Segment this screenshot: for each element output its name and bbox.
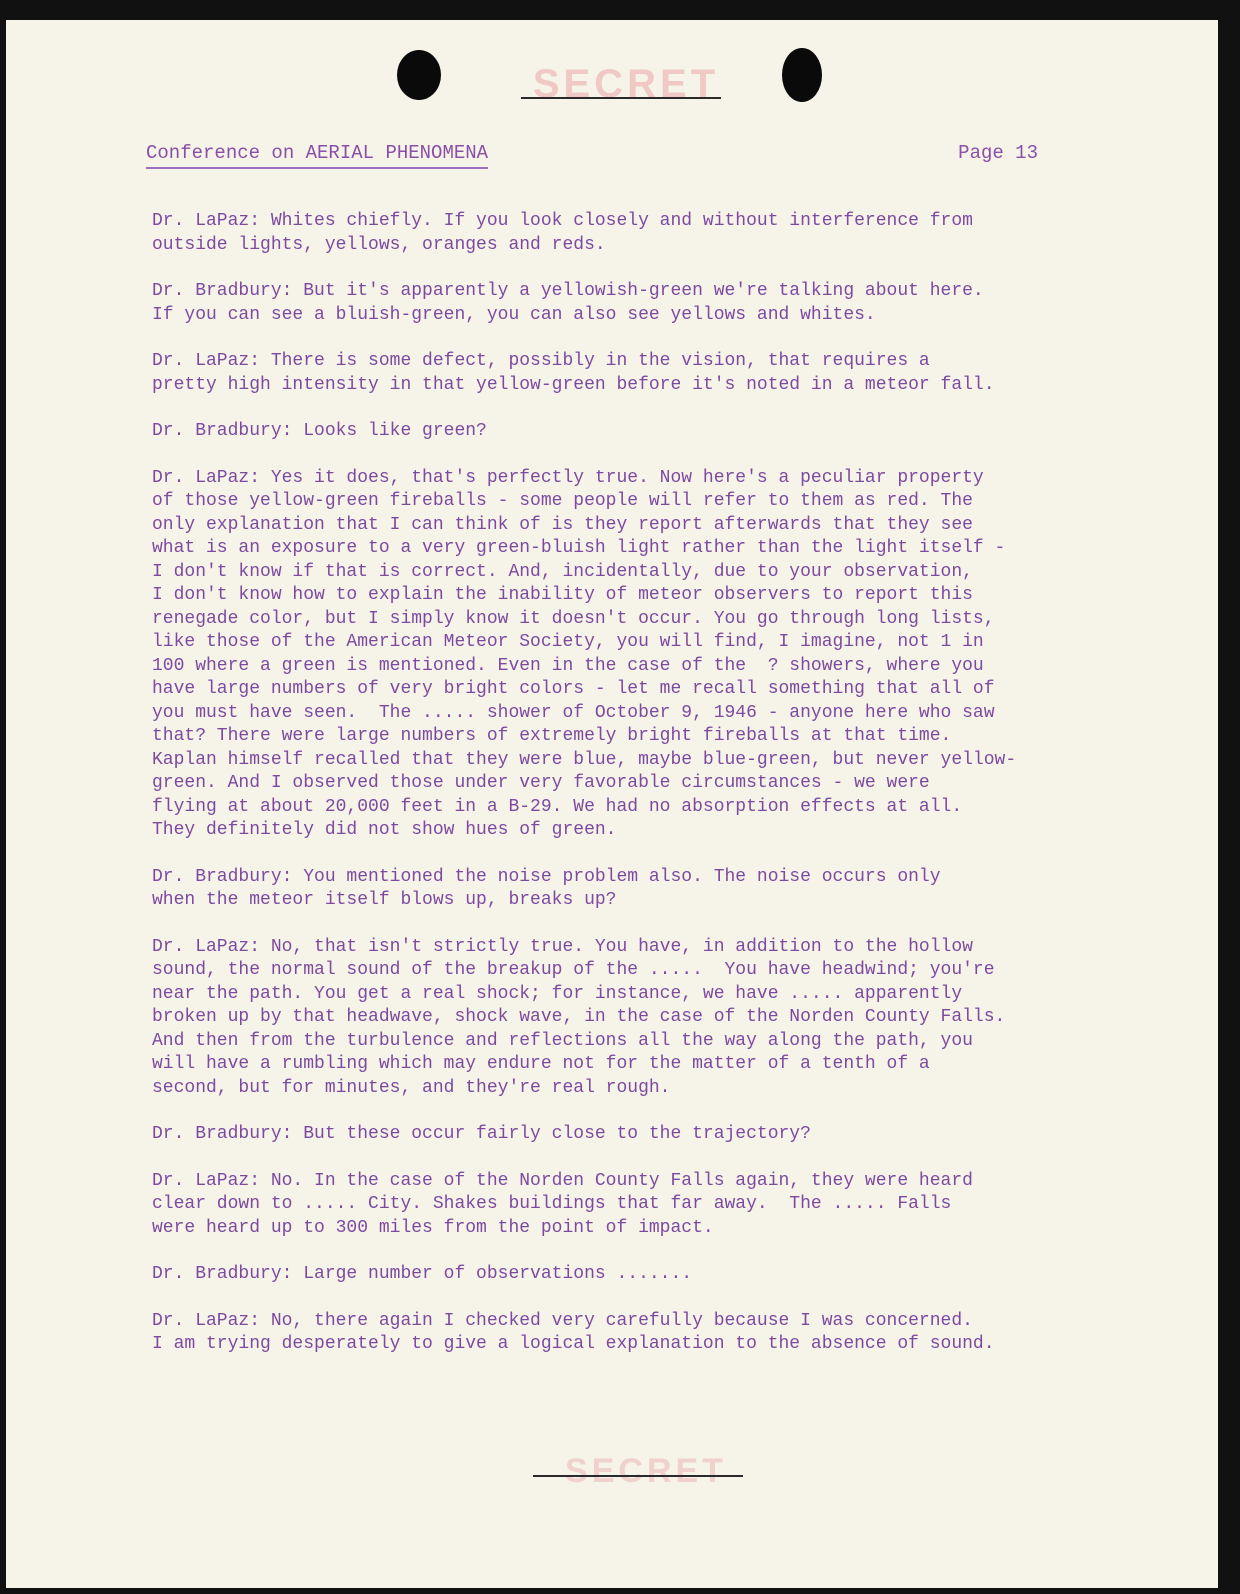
transcript-line: clear down to ..... City. Shakes buildings that far away. The ..... Falls [152, 1194, 952, 1214]
transcript-line: And then from the turbulence and reflections all the way along the path, you [152, 1030, 973, 1051]
transcript-body [152, 210, 1092, 1380]
punch-hole-left [397, 50, 441, 100]
transcript-line: I am trying desperately to give a logical explanation to the absence of sound. [152, 1334, 995, 1354]
transcript-line: when the meteor itself blows up, breaks up? [152, 890, 617, 910]
transcript-line: broken up by that headwave, shock wave, in the case of the Norden County Falls. [152, 1007, 1006, 1027]
transcript-paragraph [152, 467, 1092, 843]
transcript-line: Dr. Bradbury: Large number of observations ....... [152, 1264, 693, 1284]
transcript-paragraph [152, 280, 1092, 327]
transcript-line: flying at about 20,000 feet in a B-29. We had no absorption effects at all. [152, 796, 963, 817]
transcript-paragraph [152, 866, 1092, 913]
transcript-line: Dr. Bradbury: Looks like green? [152, 421, 487, 441]
transcript-line: I don't know how to explain the inability of meteor observers to report this [152, 585, 973, 605]
page-header [146, 142, 1046, 172]
transcript-line: Dr. Bradbury: But it's apparently a yellowish-green we're talking about here. [152, 281, 984, 301]
transcript-line: that? There were large numbers of extremely bright fireballs at that time. [152, 726, 952, 746]
transcript-line: Dr. Bradbury: But these occur fairly close to the trajectory? [152, 1124, 811, 1144]
transcript-paragraph [152, 1310, 1092, 1357]
transcript-line: Dr. LaPaz: Whites chiefly. If you look closely and without interference from [152, 211, 973, 231]
transcript-paragraph [152, 420, 1092, 444]
transcript-paragraph [152, 1123, 1092, 1147]
transcript-line: near the path. You get a real shock; for instance, we have ..... apparently [152, 983, 963, 1004]
transcript-line: If you can see a bluish-green, you can also see yellows and whites. [152, 304, 876, 325]
transcript-line: will have a rumbling which may endure not for the matter of a tenth of a [152, 1054, 930, 1074]
transcript-line: second, but for minutes, and they're real rough. [152, 1077, 671, 1098]
transcript-line: Dr. LaPaz: There is some defect, possibly in the vision, that requires a [152, 351, 930, 371]
transcript-paragraph [152, 1263, 1092, 1287]
transcript-line: Dr. LaPaz: No, there again I checked very carefully because I was concerned. [152, 1310, 973, 1331]
transcript-line: Dr. LaPaz: No, that isn't strictly true. You have, in addition to the hollow [152, 936, 973, 957]
transcript-line: what is an exposure to a very green-bluish light rather than the light itself - [152, 538, 1006, 558]
classification-stamp-top: SECRET [532, 62, 720, 106]
transcript-line: only explanation that I can think of is they report afterwards that they see [152, 514, 973, 535]
transcript-line: outside lights, yellows, oranges and reds. [152, 234, 606, 255]
punch-hole-right [782, 48, 822, 102]
transcript-line: of those yellow-green fireballs - some people will refer to them as red. The [152, 491, 973, 511]
transcript-line: Dr. Bradbury: You mentioned the noise problem also. The noise occurs only [152, 866, 941, 887]
document-page [6, 20, 1218, 1588]
transcript-line: 100 where a green is mentioned. Even in the case of the ? showers, where you [152, 655, 984, 676]
transcript-line: I don't know if that is correct. And, incidentally, due to your observation, [152, 561, 973, 582]
transcript-paragraph [152, 350, 1092, 397]
transcript-paragraph [152, 936, 1092, 1101]
transcript-line: They definitely did not show hues of green. [152, 820, 617, 840]
transcript-line: like those of the American Meteor Society, you will find, I imagine, not 1 in [152, 632, 984, 652]
transcript-paragraph [152, 1170, 1092, 1241]
stamp-rule-top [521, 97, 721, 99]
transcript-line: pretty high intensity in that yellow-green before it's noted in a meteor fall. [152, 374, 995, 395]
transcript-line: Dr. LaPaz: Yes it does, that's perfectly true. Now here's a peculiar property [152, 467, 984, 488]
transcript-line: Kaplan himself recalled that they were blue, maybe blue-green, but never yellow- [152, 749, 1017, 770]
transcript-line: you must have seen. The ..... shower of October 9, 1946 - anyone here who saw [152, 702, 995, 723]
document-title: Conference on AERIAL PHENOMENA [146, 142, 488, 169]
transcript-line: renegade color, but I simply know it doesn't occur. You go through long lists, [152, 608, 995, 629]
classification-stamp-bottom: SECRET [565, 1452, 727, 1490]
transcript-line: Dr. LaPaz: No. In the case of the Norden County Falls again, they were heard [152, 1170, 973, 1191]
transcript-paragraph [152, 210, 1092, 257]
transcript-line: were heard up to 300 miles from the point of impact. [152, 1217, 714, 1238]
transcript-line: green. And I observed those under very favorable circumstances - we were [152, 773, 930, 793]
transcript-line: sound, the normal sound of the breakup of the ..... You have headwind; you're [152, 960, 995, 980]
stamp-rule-bottom [533, 1475, 743, 1477]
transcript-line: have large numbers of very bright colors - let me recall something that all of [152, 679, 995, 699]
page-number: Page 13 [958, 142, 1038, 164]
